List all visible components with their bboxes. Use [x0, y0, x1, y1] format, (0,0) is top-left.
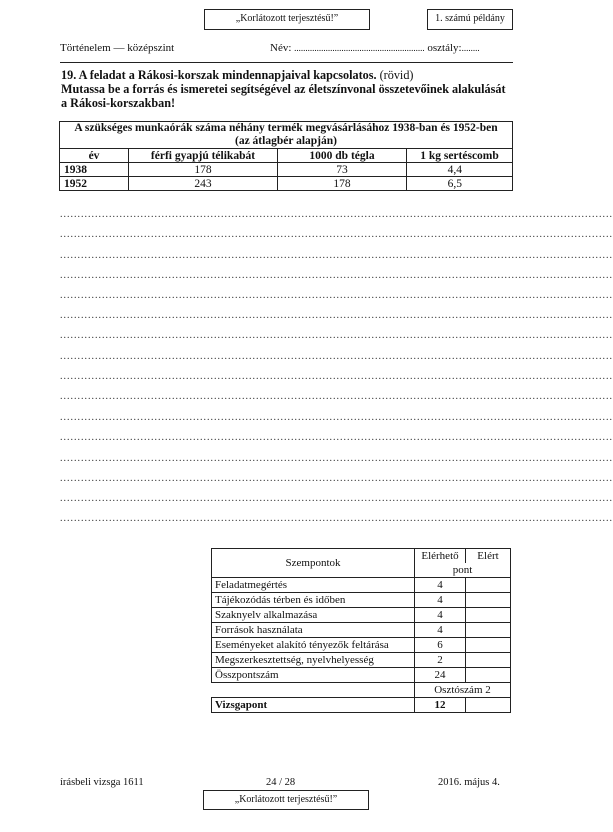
score-row	[212, 593, 511, 608]
name-dots: ..........................................................	[294, 43, 425, 53]
achieved-points-cell[interactable]	[466, 608, 511, 623]
achieved-points-cell[interactable]	[466, 623, 511, 638]
table-row	[60, 163, 513, 177]
available-header: Elérhető	[415, 549, 466, 564]
source-table-subtitle: (az átlagbér alapján)	[60, 135, 513, 149]
exam-points-value: 12	[415, 698, 466, 713]
achieved-points-cell[interactable]	[466, 638, 511, 653]
answer-line[interactable]: ..............................................................................................................................................................	[60, 473, 613, 484]
answer-line[interactable]: ..............................................................................................................................................................	[60, 412, 613, 423]
score-row	[212, 638, 511, 653]
col-header-year: év	[60, 149, 129, 163]
value-cell: 4,4	[407, 163, 513, 177]
criterion-label: Összpontszám	[212, 668, 415, 683]
class-label: osztály:	[427, 42, 462, 54]
table-row	[60, 177, 513, 191]
criterion-label: Eseményeket alakító tényezők feltárása	[212, 638, 415, 653]
answer-line[interactable]: ..............................................................................................................................................................	[60, 330, 613, 341]
footer-restricted-stamp: „Korlátozott terjesztésű!”	[203, 790, 369, 810]
answer-line[interactable]: ..............................................................................................................................................................	[60, 209, 613, 220]
source-table	[59, 121, 513, 191]
criterion-label: Források használata	[212, 623, 415, 638]
available-points: 4	[415, 608, 466, 623]
available-points: 6	[415, 638, 466, 653]
achieved-points-cell[interactable]	[466, 593, 511, 608]
exam-points-label: Vizsgapont	[212, 698, 415, 713]
answer-line[interactable]: ..............................................................................................................................................................	[60, 391, 613, 402]
answer-line[interactable]: ..............................................................................................................................................................	[60, 351, 613, 362]
score-row	[212, 653, 511, 668]
name-label: Név:	[270, 42, 292, 54]
class-dots: ........	[461, 43, 480, 53]
answer-line[interactable]: ..............................................................................................................................................................	[60, 432, 613, 443]
scoring-table	[211, 548, 511, 713]
footer-date: 2016. május 4.	[438, 777, 500, 788]
achieved-points-cell[interactable]	[466, 668, 511, 683]
header-rule	[60, 62, 513, 63]
footer-page-number: 24 / 28	[266, 777, 296, 788]
task-heading: 19. A feladat a Rákosi-korszak mindennapjaival kapcsolatos.	[61, 68, 377, 82]
answer-line[interactable]: ..............................................................................................................................................................	[60, 493, 613, 504]
criterion-label: Megszerkesztettség, nyelvhelyesség	[212, 653, 415, 668]
value-cell: 178	[129, 163, 278, 177]
answer-line[interactable]: ..............................................................................................................................................................	[60, 229, 613, 240]
value-cell: 243	[129, 177, 278, 191]
year-cell: 1938	[60, 163, 129, 177]
criterion-label: Szaknyelv alkalmazása	[212, 608, 415, 623]
available-points: 2	[415, 653, 466, 668]
answer-line[interactable]: ..............................................................................................................................................................	[60, 453, 613, 464]
score-row	[212, 578, 511, 593]
task-text	[61, 68, 513, 110]
footer-exam-label: írásbeli vizsga 1611	[60, 777, 144, 788]
subject-label: Történelem — középszint	[60, 42, 175, 54]
copy-number-label: 1. számú példány	[427, 9, 513, 30]
exam-points-achieved[interactable]	[466, 698, 511, 713]
year-cell: 1952	[60, 177, 129, 191]
achieved-points-cell[interactable]	[466, 653, 511, 668]
criterion-label: Feladatmegértés	[212, 578, 415, 593]
source-table-title: A szükséges munkaórák száma néhány termék megvásárlásához 1938-ban és 1952-ben	[60, 122, 513, 136]
points-header: pont	[415, 563, 511, 578]
available-points: 4	[415, 623, 466, 638]
score-row	[212, 623, 511, 638]
answer-line[interactable]: ..............................................................................................................................................................	[60, 290, 613, 301]
answer-line[interactable]: ..............................................................................................................................................................	[60, 250, 613, 261]
answer-line[interactable]: ..............................................................................................................................................................	[60, 270, 613, 281]
available-points: 4	[415, 593, 466, 608]
task-type: (rövid)	[379, 68, 414, 82]
value-cell: 6,5	[407, 177, 513, 191]
answer-line[interactable]: ..............................................................................................................................................................	[60, 371, 613, 382]
col-header-coat: férfi gyapjú télikabát	[129, 149, 278, 163]
value-cell: 73	[278, 163, 407, 177]
criterion-label: Tájékozódás térben és időben	[212, 593, 415, 608]
col-header-bricks: 1000 db tégla	[278, 149, 407, 163]
value-cell: 178	[278, 177, 407, 191]
achieved-header: Elért	[466, 549, 511, 564]
score-row	[212, 608, 511, 623]
restricted-distribution-stamp: „Korlátozott terjesztésű!”	[204, 9, 370, 30]
achieved-points-cell[interactable]	[466, 578, 511, 593]
available-points: 24	[415, 668, 466, 683]
answer-line[interactable]: ..............................................................................................................................................................	[60, 513, 613, 524]
answer-line[interactable]: ..............................................................................................................................................................	[60, 310, 613, 321]
divisor-label: Osztószám 2	[415, 683, 511, 698]
criteria-header: Szempontok	[212, 549, 415, 578]
available-points: 4	[415, 578, 466, 593]
name-field	[270, 42, 480, 54]
col-header-pork: 1 kg sertéscomb	[407, 149, 513, 163]
score-row	[212, 668, 511, 683]
task-instruction: Mutassa be a forrás és ismeretei segítségével az életszínvonal összetevőinek alakulását a Rákosi-korszakban!	[61, 82, 506, 110]
